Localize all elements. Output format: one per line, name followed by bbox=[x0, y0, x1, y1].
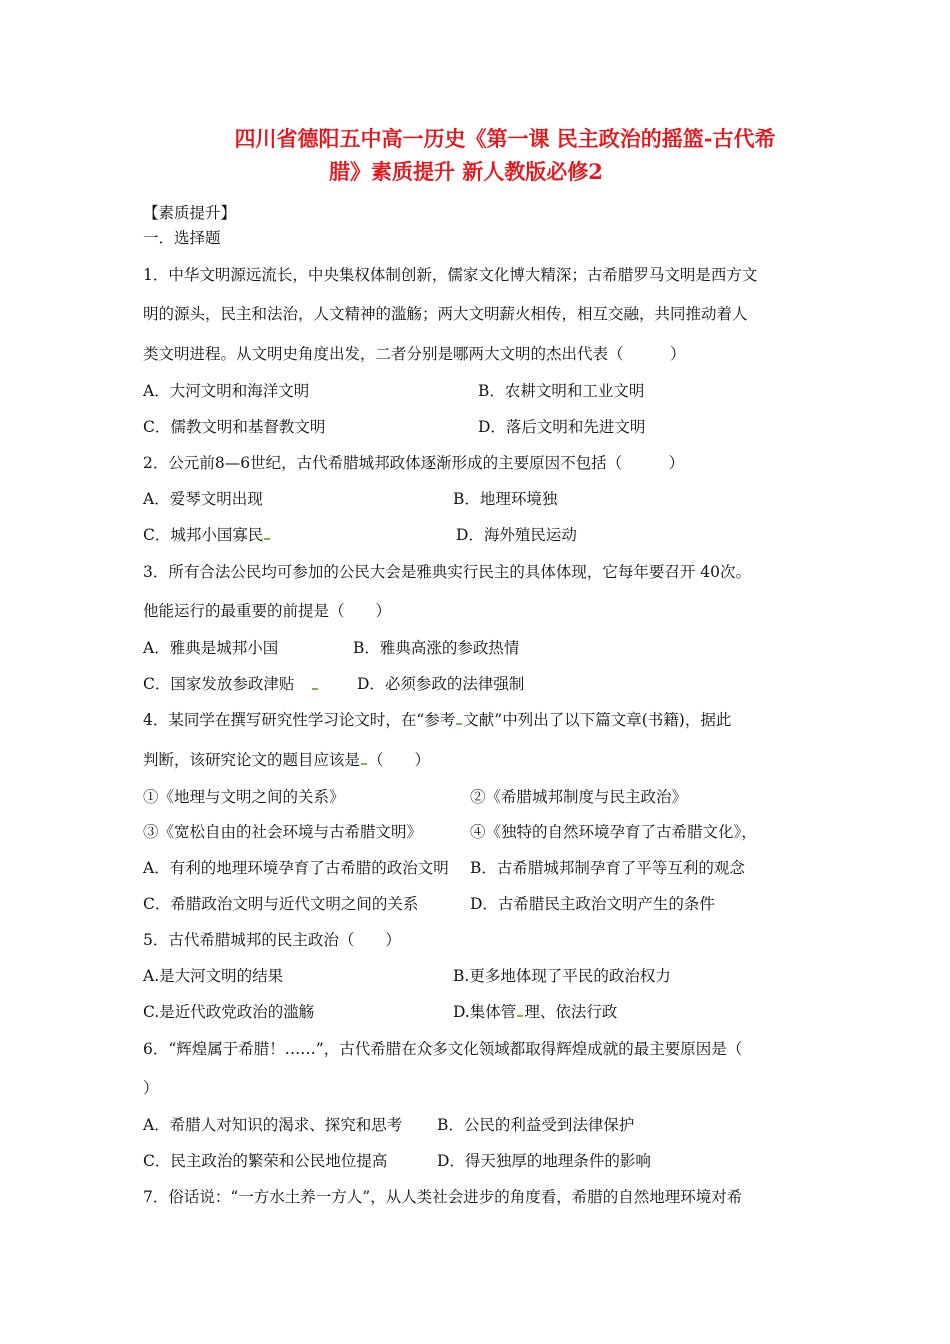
q4-option-d: D．古希腊民主政治文明产生的条件 bbox=[470, 895, 715, 913]
q4-options-row-1 bbox=[143, 858, 745, 878]
q4-stem-line-1 bbox=[143, 710, 731, 730]
q6-option-a: A．希腊人对知识的渴求、探究和思考 bbox=[143, 1116, 403, 1134]
q1-option-c: C．儒教文明和基督教文明 bbox=[143, 418, 326, 436]
q2-option-d: D．海外殖民运动 bbox=[456, 526, 577, 544]
q5-option-d bbox=[453, 1002, 617, 1022]
q6-options-row-2 bbox=[143, 1151, 651, 1171]
q6-option-d: D．得天独厚的地理条件的影响 bbox=[437, 1152, 651, 1170]
q4-item-3: ③《宽松自由的社会环境与古希腊文明》 bbox=[143, 823, 423, 841]
q1-stem-line-1: 1．中华文明源远流长，中央集权体制创新，儒家文化博大精深；古希腊罗马文明是西方文 bbox=[143, 266, 758, 284]
q4-option-c: C．希腊政治文明与近代文明之间的关系 bbox=[143, 895, 419, 913]
q4-items-row-1 bbox=[143, 787, 688, 807]
q4-stem-line-2-part-2: （ ） bbox=[368, 751, 431, 769]
title-line-1: 四川省德阳五中高一历史《第一课 民主政治的摇篮-古代希 bbox=[234, 126, 776, 151]
q4-item-4: ④《独特的自然环境孕育了古希腊文化》， bbox=[470, 823, 757, 841]
q5-option-d-part-1: D.集体管 bbox=[453, 1003, 517, 1021]
q4-stem-line-1-part-2: 文献”中列出了以下篇文章(书籍)，据此 bbox=[463, 711, 732, 729]
q6-stem-line-2: ） bbox=[143, 1079, 159, 1097]
q2-option-b: B．地理环境独 bbox=[453, 490, 558, 508]
q5-option-b: B.更多地体现了平民的政治权力 bbox=[453, 967, 671, 985]
q3-option-a: A．雅典是城邦小国 bbox=[143, 639, 279, 657]
edit-mark bbox=[264, 538, 270, 540]
q6-stem-line-1: 6．“辉煌属于希腊！……”，古代希腊在众多文化领域都取得辉煌成就的最主要原因是（ bbox=[143, 1040, 743, 1058]
q2-stem: 2．公元前8—6世纪，古代希腊城邦政体逐渐形成的主要原因不包括（ ） bbox=[143, 454, 685, 472]
q3-option-d: D．必须参政的法律强制 bbox=[357, 675, 525, 693]
edit-mark bbox=[361, 763, 367, 765]
q4-options-row-2 bbox=[143, 894, 715, 914]
q3-option-c: C．国家发放参政津贴 bbox=[143, 675, 295, 693]
q1-option-b: B．农耕文明和工业文明 bbox=[478, 382, 645, 400]
part-heading: 一．选择题 bbox=[143, 229, 221, 247]
q1-stem-line-2: 明的源头，民主和法治，人文精神的滥觞；两大文明薪火相传，相互交融，共同推动着人 bbox=[143, 305, 748, 323]
q4-item-2: ②《希腊城邦制度与民主政治》 bbox=[470, 788, 688, 806]
q1-stem-line-3: 类文明进程。从文明史角度出发，二者分别是哪两大文明的杰出代表（ ） bbox=[143, 345, 686, 363]
edit-mark bbox=[456, 723, 462, 725]
q3-stem-line-2: 他能运行的最重要的前提是（ ） bbox=[143, 602, 392, 620]
q1-options-row-1 bbox=[143, 381, 645, 401]
q2-options-row-1 bbox=[143, 489, 558, 509]
q2-option-c: C．城邦小国寡民 bbox=[143, 526, 264, 544]
q1-option-a: A．大河文明和海洋文明 bbox=[143, 382, 310, 400]
q4-item-1: ①《地理与文明之间的关系》 bbox=[143, 788, 345, 806]
section-header: 【素质提升】 bbox=[143, 204, 237, 222]
q3-options-row-1 bbox=[143, 638, 520, 658]
title-line-2: 腊》素质提升 新人教版必修2 bbox=[329, 159, 603, 184]
q4-stem-line-2 bbox=[143, 750, 430, 770]
q3-options-row-2 bbox=[143, 674, 525, 694]
edit-mark bbox=[517, 1015, 523, 1017]
q4-stem-line-2-part-1: 判断，该研究论文的题目应该是 bbox=[143, 751, 361, 769]
q1-option-d: D．落后文明和先进文明 bbox=[478, 418, 646, 436]
q7-stem-line-1: 7．俗话说：“一方水土养一方人”，从人类社会进步的角度看，希腊的自然地理环境对希 bbox=[143, 1188, 743, 1206]
q5-option-c: C.是近代政党政治的滥觞 bbox=[143, 1003, 315, 1021]
q2-option-a: A．爱琴文明出现 bbox=[143, 490, 263, 508]
q6-option-b: B．公民的利益受到法律保护 bbox=[437, 1116, 635, 1134]
q5-options-row-2 bbox=[143, 1002, 618, 1022]
q6-options-row-1 bbox=[143, 1115, 635, 1135]
q5-stem: 5．古代希腊城邦的民主政治（ ） bbox=[143, 931, 401, 949]
q5-option-a: A.是大河文明的结果 bbox=[143, 967, 284, 985]
q5-option-d-part-2: 理、依法行政 bbox=[524, 1003, 618, 1021]
q4-option-a: A．有利的地理环境孕育了古希腊的政治文明 bbox=[143, 859, 449, 877]
edit-mark bbox=[312, 688, 318, 690]
q4-option-b: B．古希腊城邦制孕育了平等互利的观念 bbox=[470, 859, 745, 877]
q1-options-row-2 bbox=[143, 417, 646, 437]
q4-stem-line-1-part-1: 4．某同学在撰写研究性学习论文时，在“参考 bbox=[143, 711, 456, 729]
q6-option-c: C．民主政治的繁荣和公民地位提高 bbox=[143, 1152, 388, 1170]
q5-options-row-1 bbox=[143, 966, 671, 986]
q3-stem-line-1: 3．所有合法公民均可参加的公民大会是雅典实行民主的具体体现，它每年要召开 40次。 bbox=[143, 563, 752, 581]
document-title bbox=[120, 122, 890, 188]
q2-options-row-2 bbox=[143, 525, 577, 545]
q3-option-b: B．雅典高涨的参政热情 bbox=[353, 639, 520, 657]
q4-items-row-2 bbox=[143, 822, 757, 842]
